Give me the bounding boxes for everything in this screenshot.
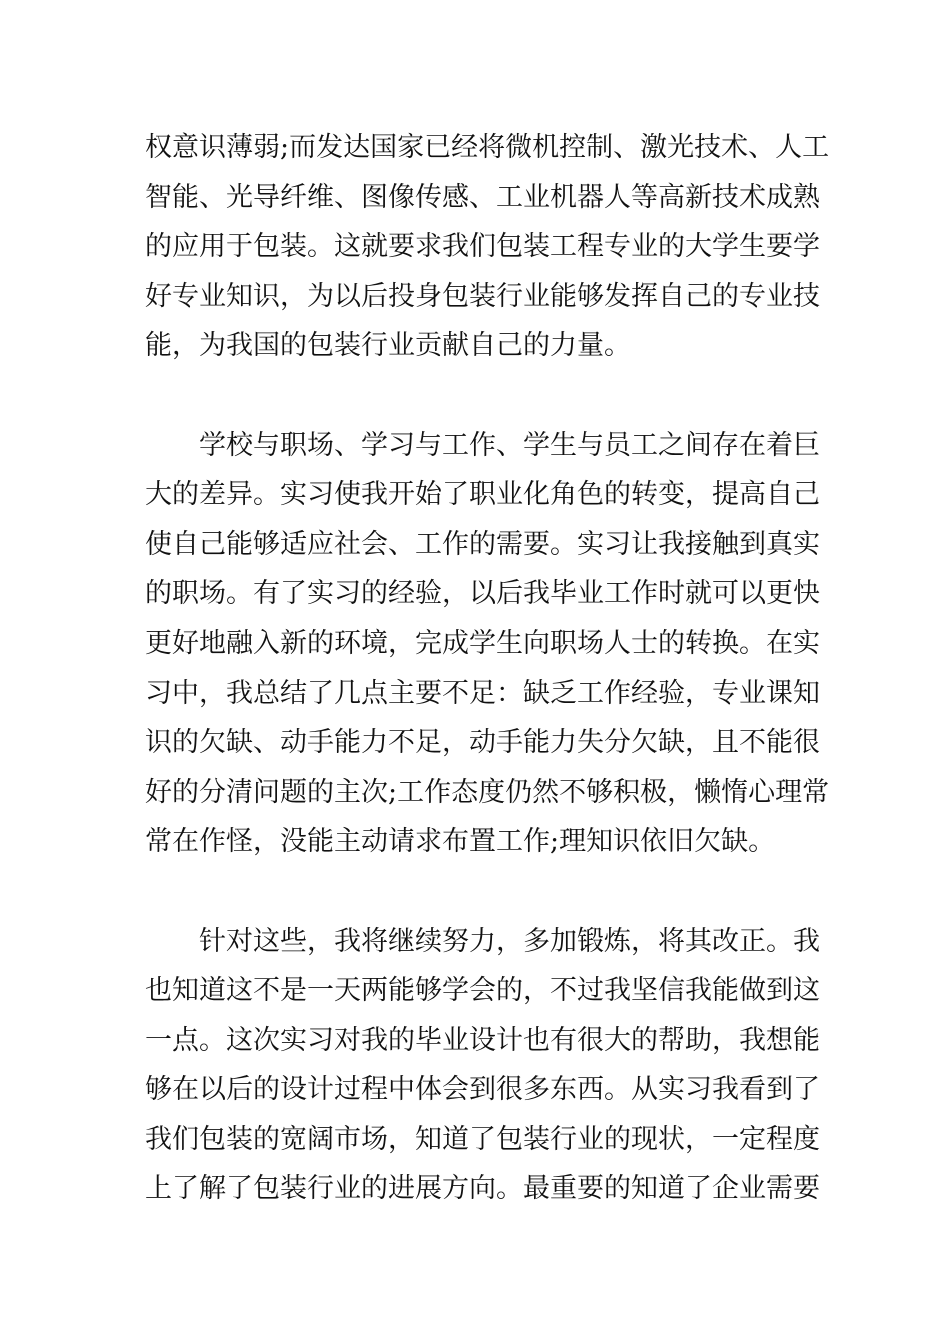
- paragraph: [145, 421, 830, 867]
- text-line: 使自己能够适应社会、工作的需要。实习让我接触到真实: [145, 528, 820, 560]
- text-line: 更好地融入新的环境，完成学生向职场人士的转换。在实: [145, 627, 820, 659]
- text-line: 也知道这不是一天两能够学会的，不过我坚信我能做到这: [145, 975, 820, 1007]
- text-line: 习中，我总结了几点主要不足：缺乏工作经验，专业课知: [145, 677, 820, 709]
- text-line: 大的差异。实习使我开始了职业化角色的转变，提高自己: [145, 479, 820, 511]
- paragraph: [145, 123, 830, 371]
- document-page: [145, 123, 830, 1214]
- paragraph: [145, 917, 820, 1215]
- text-line: 常在作怪，没能主动请求布置工作;理知识依旧欠缺。: [145, 826, 776, 858]
- text-line: 好的分清问题的主次;工作态度仍然不够积极，懒惰心理常: [145, 776, 830, 808]
- text-line: 上了解了包装行业的进展方向。最重要的知道了企业需要: [145, 1173, 820, 1205]
- text-line: 一点。这次实习对我的毕业设计也有很大的帮助，我想能: [145, 1024, 820, 1056]
- text-line: 智能、光导纤维、图像传感、工业机器人等高新技术成熟: [145, 181, 820, 213]
- text-line: 够在以后的设计过程中体会到很多东西。从实习我看到了: [145, 1074, 820, 1106]
- text-line: 的职场。有了实习的经验，以后我毕业工作时就可以更快: [145, 578, 820, 610]
- text-line: 权意识薄弱;而发达国家已经将微机控制、激光技术、人工: [145, 132, 830, 163]
- text-line: 学校与职场、学习与工作、学生与员工之间存在着巨: [199, 429, 820, 461]
- text-line: 好专业知识，为以后投身包装行业能够发挥自己的专业技: [145, 280, 820, 312]
- text-line: 针对这些，我将继续努力，多加锻炼，将其改正。我: [199, 925, 820, 957]
- paragraph-gap: [145, 867, 806, 917]
- text-line: 识的欠缺、动手能力不足，动手能力失分欠缺，且不能很: [145, 727, 820, 759]
- text-line: 能，为我国的包装行业贡献自己的力量。: [145, 330, 631, 362]
- text-line: 我们包装的宽阔市场，知道了包装行业的现状，一定程度: [145, 1123, 820, 1155]
- paragraph-gap: [145, 371, 806, 421]
- text-line: 的应用于包装。这就要求我们包装工程专业的大学生要学: [145, 231, 820, 263]
